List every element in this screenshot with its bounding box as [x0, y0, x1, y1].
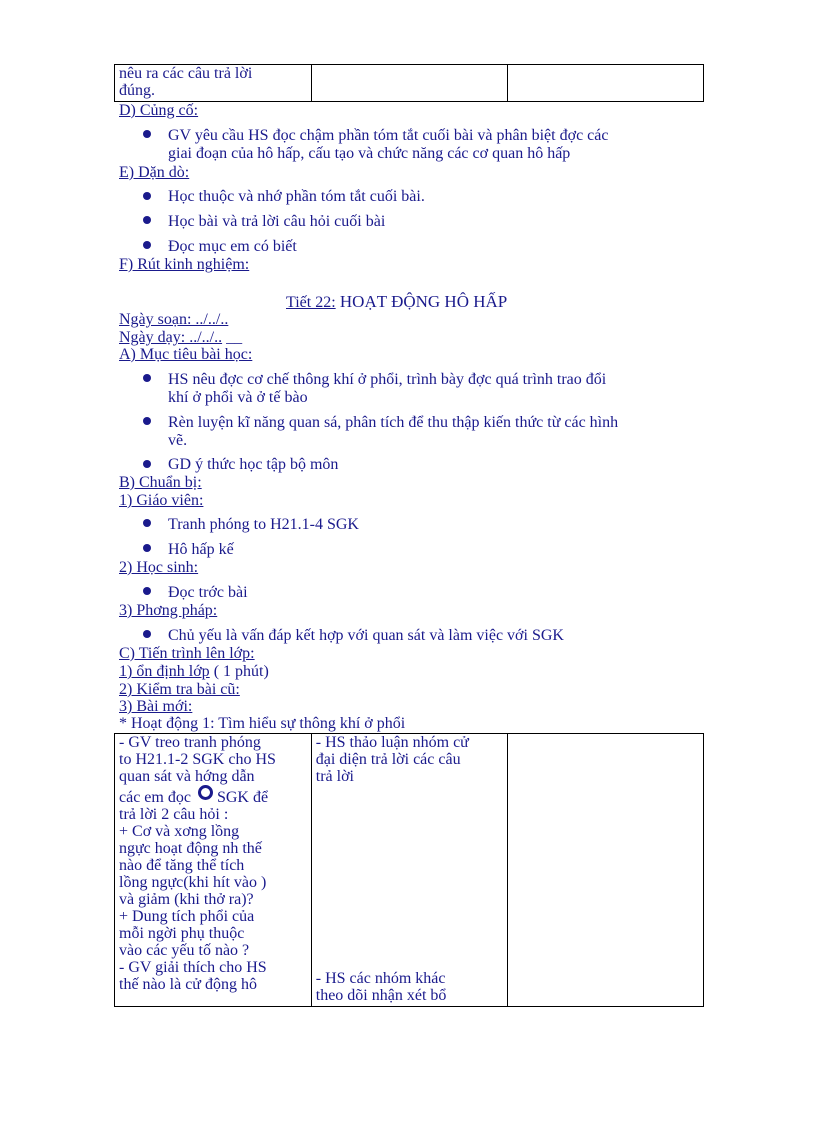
lesson-title — [286, 292, 507, 313]
hoat-dong-1-heading: * Hoạt động 1: Tìm hiểu sự thông khí ở phổi — [119, 715, 406, 732]
section-rut-kinh-nghiem: F) Rút kinh nghiệm: — [119, 256, 250, 273]
lesson-number: Tiết 22: — [286, 294, 336, 311]
giao-vien-bullet-2: Hô hấp kế — [168, 541, 234, 558]
section-bai-moi: 3) Bài mới: — [119, 698, 193, 715]
student-line: trả lời — [315, 768, 354, 785]
bullet-dot — [143, 519, 151, 527]
bullet-line: GV yêu cầu HS đọc chậm phần tóm tắt cuối bài và phân biệt đợc các — [168, 127, 609, 144]
section-phong-phap: 3) Phơng pháp: — [119, 602, 218, 619]
top-table-cell-3 — [507, 65, 703, 102]
teacher-line: mỗi ngời phụ thuộc — [119, 925, 245, 942]
section-hoc-sinh: 2) Học sinh: — [119, 559, 199, 576]
student-bottom-block — [316, 970, 447, 1004]
teacher-line: vào các yếu tố nào ? — [119, 942, 250, 959]
lesson-name: HOẠT ĐỘNG HÔ HẤP — [335, 292, 508, 311]
phong-phap-bullet-1: Chủ yếu là vấn đáp kết hợp với quan sát và làm việc với SGK — [168, 627, 564, 644]
ngay-soan-text: Ngày soạn: ../../.. — [119, 311, 229, 328]
bullet-dot — [143, 241, 151, 249]
bullet-line: Rèn luyện kĩ năng quan sá, phân tích để thu thập kiến thức từ các hình — [168, 414, 619, 431]
bullet-dot — [143, 192, 151, 200]
on-dinh-lop — [119, 663, 269, 681]
teacher-line: ngực hoạt động nh thế — [119, 840, 262, 857]
bullet-line: giai đoạn của hô hấp, cấu tạo và chức năng các cơ quan hô hấp — [168, 145, 571, 162]
section-dan-do: E) Dặn dò: — [119, 164, 190, 181]
on-dinh-tail: ( 1 phút) — [209, 663, 269, 680]
bullet-dot — [143, 374, 151, 382]
teacher-line: lồng ngực(khi hít vào ) — [119, 874, 267, 891]
bullet-dot — [143, 544, 151, 552]
muc-tieu-bullet-2 — [168, 414, 698, 450]
ngay-day — [119, 329, 242, 347]
activity-col-student — [311, 734, 508, 1007]
bullet-line: HS nêu đợc cơ chế thông khí ở phổi, trình bày đợc quá trình trao đổi — [168, 371, 607, 388]
teacher-line-with-icon — [119, 785, 307, 806]
bullet-line: khí ở phổi và ở tế bào — [168, 389, 308, 406]
student-line: - HS các nhóm khác — [315, 970, 446, 987]
bullet-line: vẽ. — [168, 432, 188, 449]
student-line: đại diện trả lời các câu — [315, 751, 461, 768]
teacher-line: to H21.1-2 SGK cho HS — [119, 751, 276, 768]
section-chuan-bi: B) Chuẩn bị: — [119, 474, 202, 491]
teacher-line: + Dung tích phổi của — [119, 908, 255, 925]
student-line: - HS thảo luận nhóm cử — [315, 734, 469, 751]
section-tien-trinh: C) Tiến trình lên lớp: — [119, 645, 255, 662]
teacher-line-tail: SGK để — [212, 789, 269, 806]
section-giao-vien: 1) Giáo viên: — [119, 492, 204, 509]
cung-co-bullet-1 — [168, 127, 698, 163]
teacher-line: và giảm (khi thở ra)? — [119, 891, 254, 908]
teacher-line: - GV treo tranh phóng — [119, 734, 261, 751]
bullet-dot — [143, 417, 151, 425]
on-dinh-text: 1) ổn định lớp — [119, 663, 210, 680]
top-table-line: nêu ra các câu trả lời — [119, 65, 253, 82]
giao-vien-bullet-1: Tranh phóng to H21.1-4 SGK — [168, 516, 359, 533]
teacher-line: thế nào là cử động hô — [119, 976, 257, 993]
student-line: theo dõi nhận xét bổ — [315, 987, 447, 1004]
dan-do-bullet-2: Học bài và trả lời câu hỏi cuối bài — [168, 213, 386, 230]
bullet-dot — [143, 460, 151, 468]
teacher-line: - GV giải thích cho HS — [119, 959, 267, 976]
teacher-line: + Cơ và xơng lồng — [119, 823, 240, 840]
teacher-line: quan sát và hớng dẫn — [119, 768, 255, 785]
dan-do-bullet-1: Học thuộc và nhớ phần tóm tắt cuối bài. — [168, 188, 425, 205]
ngay-day-text: Ngày dạy: ../../.. — [119, 329, 223, 346]
bullet-dot — [143, 587, 151, 595]
teacher-line: nào để tăng thể tích — [119, 857, 245, 874]
activity-table — [114, 733, 704, 1007]
top-table-cell-2 — [311, 65, 507, 102]
section-muc-tieu: A) Mục tiêu bài học: — [119, 346, 253, 363]
bullet-dot — [143, 130, 151, 138]
teacher-line-text: các em đọc — [119, 789, 191, 806]
dan-do-bullet-3: Đọc mục em có biết — [168, 238, 297, 255]
ngay-soan — [119, 311, 228, 329]
top-table — [114, 64, 704, 102]
section-kiem-tra: 2) Kiểm tra bài cũ: — [119, 681, 240, 698]
bullet-dot — [143, 216, 151, 224]
muc-tieu-bullet-1 — [168, 371, 698, 407]
activity-col-content — [508, 734, 704, 1007]
top-table-line: đúng. — [119, 82, 155, 99]
muc-tieu-bullet-3: GD ý thức học tập bộ môn — [168, 456, 339, 473]
bullet-dot — [143, 630, 151, 638]
top-table-cell-1 — [115, 65, 312, 102]
ngay-day-tail: __ — [222, 329, 243, 346]
teacher-line: trả lời 2 câu hỏi : — [119, 806, 229, 823]
section-cung-co: D) Củng cố: — [119, 102, 199, 119]
activity-col-teacher — [115, 734, 312, 1007]
hoc-sinh-bullet-1: Đọc trớc bài — [168, 584, 248, 601]
circle-icon — [198, 785, 213, 800]
